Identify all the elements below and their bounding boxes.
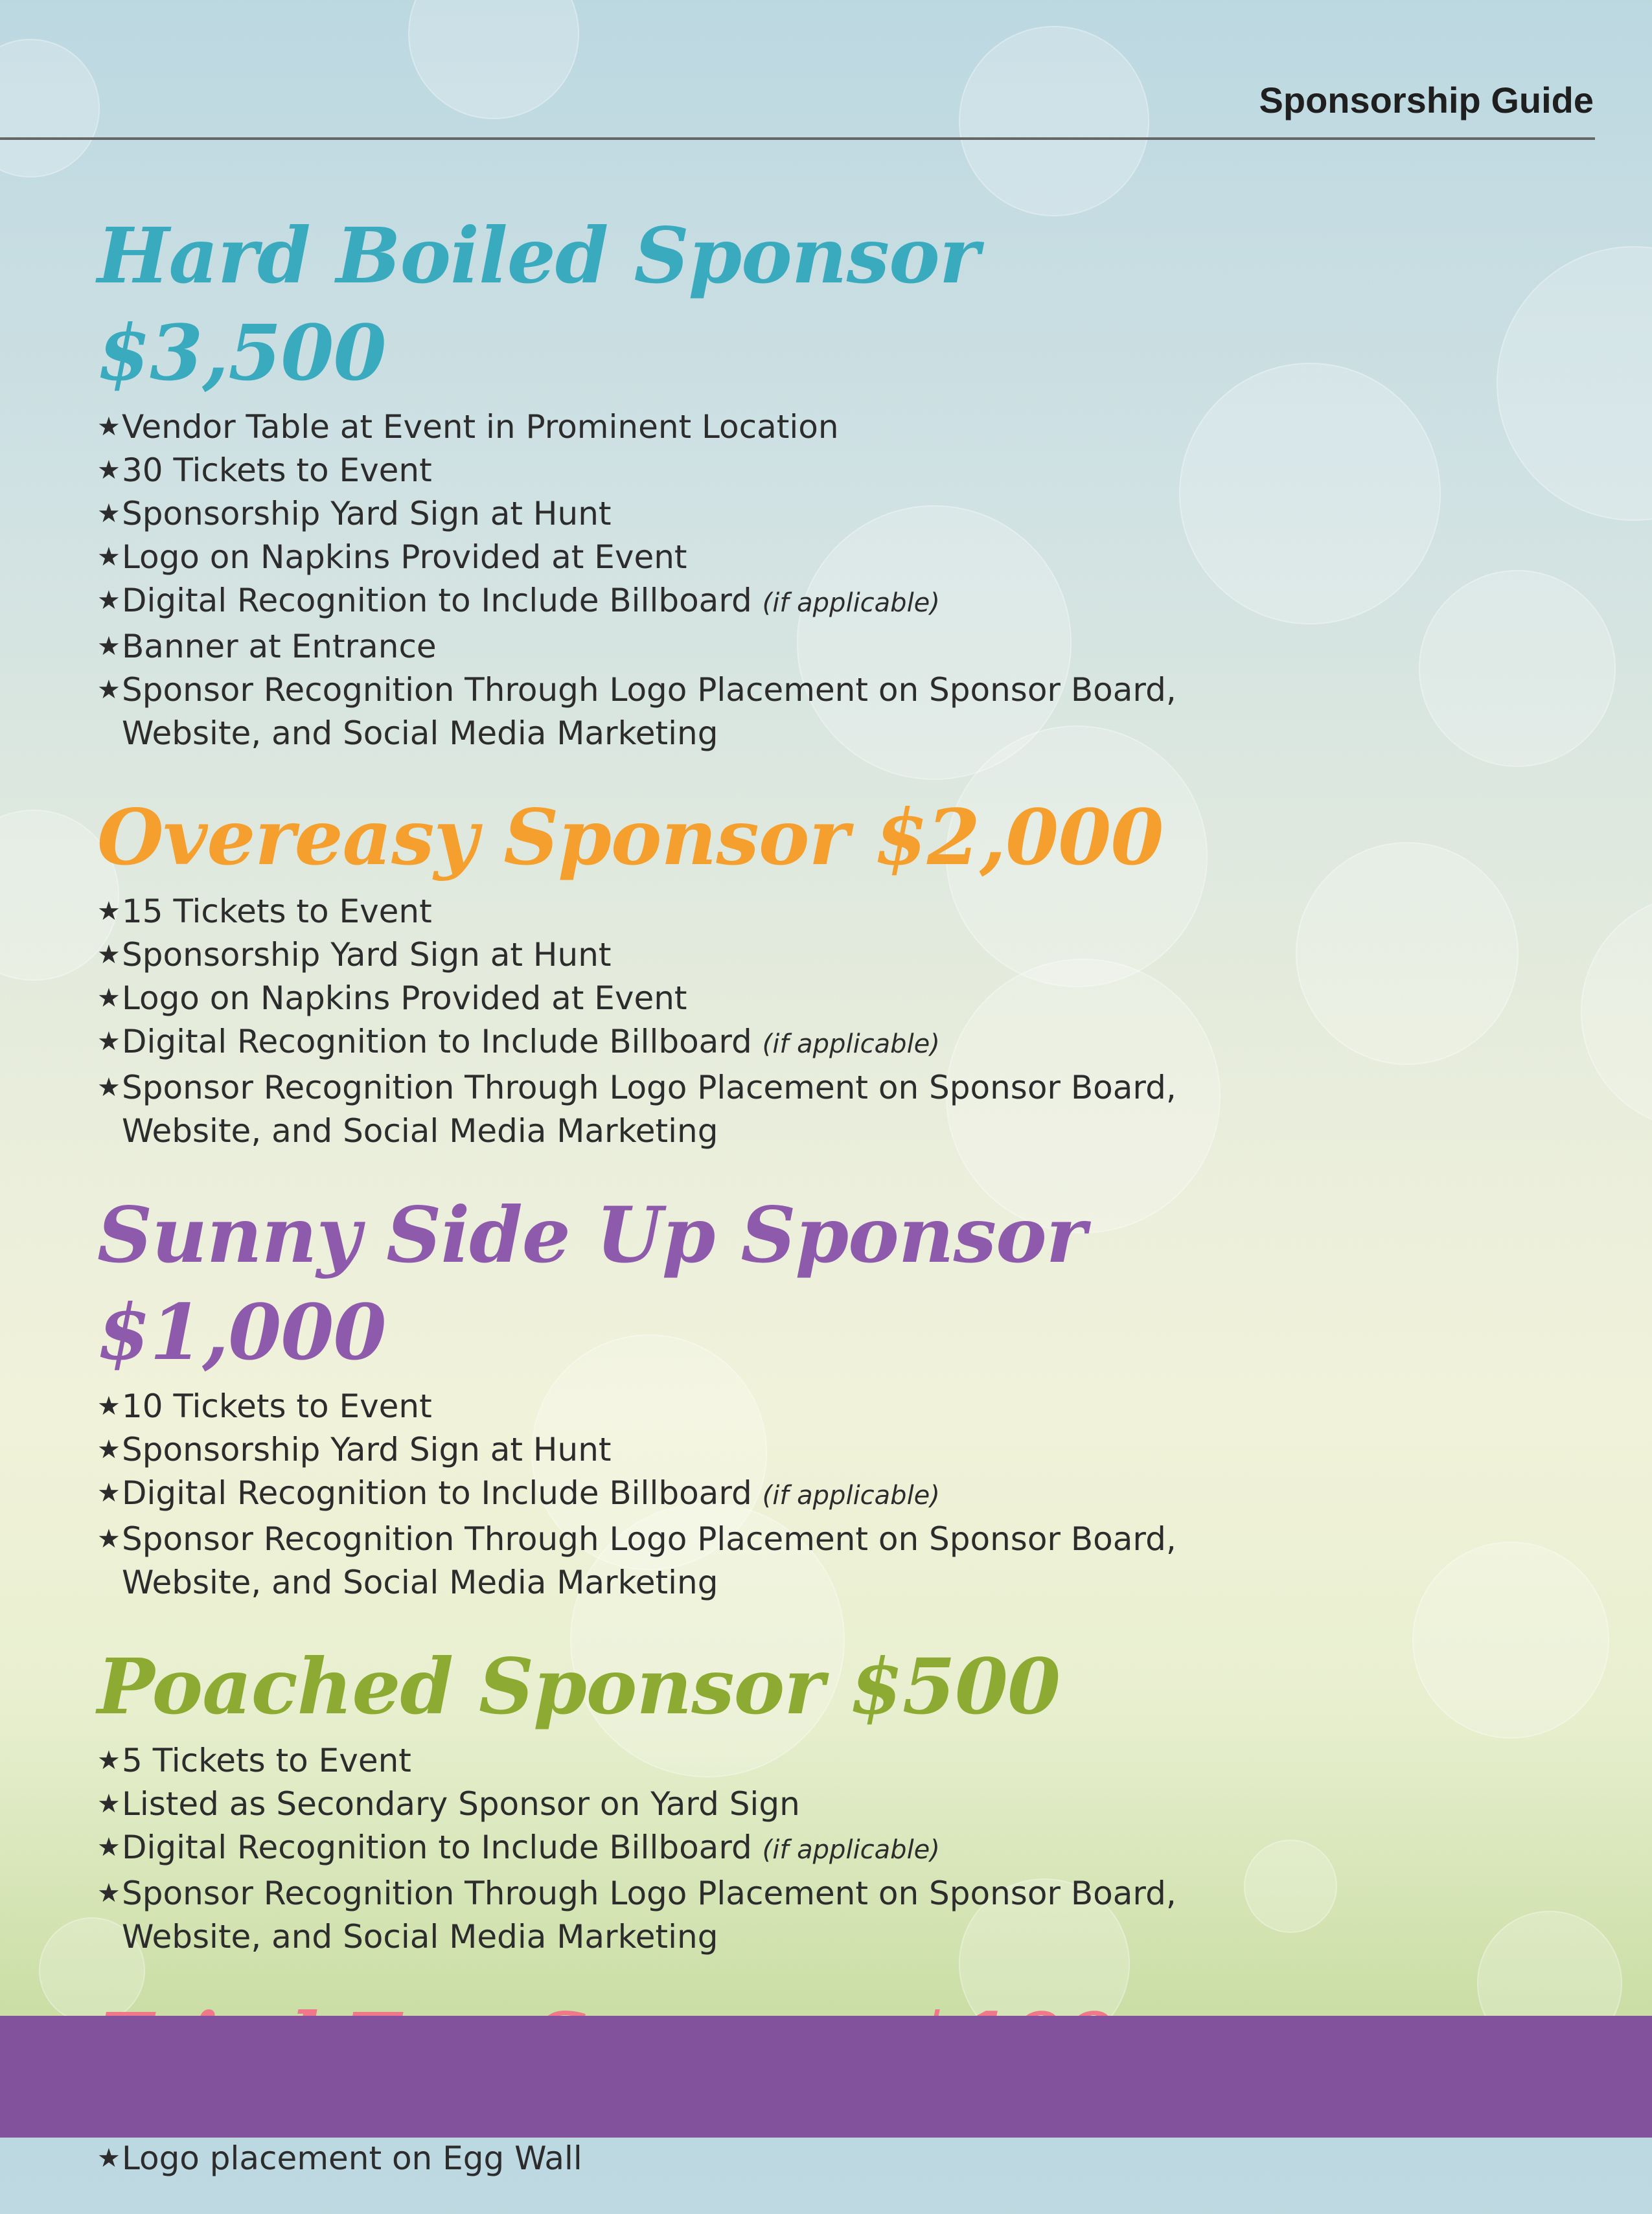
benefit-list <box>97 405 1263 755</box>
star-bullet-icon: ★ <box>97 1746 120 1775</box>
star-bullet-icon: ★ <box>97 983 120 1013</box>
benefit-item: ★ Sponsor Recognition Through Logo Placement on Sponsor Board, <box>97 1066 1263 1110</box>
benefit-item: ★ Logo placement on Egg Wall <box>97 2137 1263 2180</box>
star-bullet-icon: ★ <box>97 1878 120 1908</box>
tier-sunny-side-up <box>97 1187 1263 1604</box>
benefit-item: ★ Digital Recognition to Include Billboard (if applicable) <box>97 579 1263 625</box>
star-bullet-icon: ★ <box>97 542 120 572</box>
benefit-item: ★ Vendor Table at Event in Prominent Location <box>97 405 1263 449</box>
header-divider <box>0 137 1595 140</box>
tier-heading: Poached Sponsor $500 <box>97 1641 1061 1731</box>
tier-overeasy <box>97 789 1263 1153</box>
star-bullet-icon: ★ <box>97 1027 120 1056</box>
star-bullet-icon: ★ <box>97 896 120 926</box>
applicability-note: (if applicable) <box>762 588 940 618</box>
benefit-item: ★ Listed as Secondary Sponsor on Yard Sign <box>97 1783 1263 1826</box>
star-bullet-icon: ★ <box>97 1073 120 1102</box>
applicability-note: (if applicable) <box>762 1029 940 1059</box>
benefit-item: ★ Digital Recognition to Include Billboard (if applicable) <box>97 1826 1263 1872</box>
star-bullet-icon: ★ <box>97 586 120 615</box>
applicability-note: (if applicable) <box>762 1835 940 1865</box>
benefit-list <box>97 1739 1263 1959</box>
star-bullet-icon: ★ <box>97 455 120 485</box>
tier-hard-boiled <box>97 207 1263 755</box>
benefit-item: ★ Sponsorship Yard Sign at Hunt <box>97 933 1263 977</box>
star-bullet-icon: ★ <box>97 412 120 442</box>
benefit-item: ★ Sponsorship Yard Sign at Hunt <box>97 1428 1263 1472</box>
tier-heading: Overeasy Sponsor $2,000 <box>97 792 1164 882</box>
benefit-item: ★ 30 Tickets to Event <box>97 449 1263 492</box>
benefit-item: ★ 15 Tickets to Event <box>97 890 1263 933</box>
tier-heading: Hard Boiled Sponsor $3,500 <box>97 211 979 398</box>
benefit-item: ★ Banner at Entrance <box>97 625 1263 668</box>
benefit-item: ★ Sponsor Recognition Through Logo Placement on Sponsor Board, <box>97 668 1263 712</box>
benefit-item: ★ 10 Tickets to Event <box>97 1385 1263 1428</box>
benefit-item: ★ Sponsorship Yard Sign at Hunt <box>97 492 1263 536</box>
star-bullet-icon: ★ <box>97 675 120 705</box>
star-bullet-icon: ★ <box>97 1435 120 1465</box>
benefit-list <box>97 890 1263 1153</box>
benefit-item: ★ Sponsor Recognition Through Logo Placement on Sponsor Board, <box>97 1518 1263 1561</box>
benefit-item: ★ Digital Recognition to Include Billboard (if applicable) <box>97 1020 1263 1066</box>
benefit-item: ★ Logo on Napkins Provided at Event <box>97 536 1263 579</box>
star-bullet-icon: ★ <box>97 1478 120 1508</box>
star-bullet-icon: ★ <box>97 499 120 529</box>
benefit-list <box>97 1385 1263 1604</box>
page-header-title: Sponsorship Guide <box>1259 80 1594 120</box>
benefit-item: ★ Digital Recognition to Include Billboard (if applicable) <box>97 1472 1263 1518</box>
star-bullet-icon: ★ <box>97 940 120 970</box>
benefit-item-continuation: Website, and Social Media Marketing <box>122 1112 718 1150</box>
star-bullet-icon: ★ <box>97 1832 120 1862</box>
tier-poached <box>97 1638 1263 1959</box>
benefit-item-continuation: Website, and Social Media Marketing <box>122 1564 718 1601</box>
benefit-item: ★ Logo on Napkins Provided at Event <box>97 977 1263 1020</box>
star-bullet-icon: ★ <box>97 1524 120 1554</box>
benefit-item: ★ Sponsor Recognition Through Logo Placement on Sponsor Board, <box>97 1872 1263 1915</box>
footer-band <box>0 2016 1652 2138</box>
star-bullet-icon: ★ <box>97 1789 120 1819</box>
tier-heading: Sunny Side Up Sponsor $1,000 <box>97 1190 1086 1377</box>
star-bullet-icon: ★ <box>97 632 120 661</box>
sponsorship-tiers <box>97 207 1263 2214</box>
benefit-item-continuation: Website, and Social Media Marketing <box>122 714 718 752</box>
star-bullet-icon: ★ <box>97 1391 120 1421</box>
applicability-note: (if applicable) <box>762 1481 940 1511</box>
star-bullet-icon: ★ <box>97 2143 120 2173</box>
benefit-item-continuation: Website, and Social Media Marketing <box>122 1918 718 1956</box>
benefit-item: ★ 5 Tickets to Event <box>97 1739 1263 1783</box>
